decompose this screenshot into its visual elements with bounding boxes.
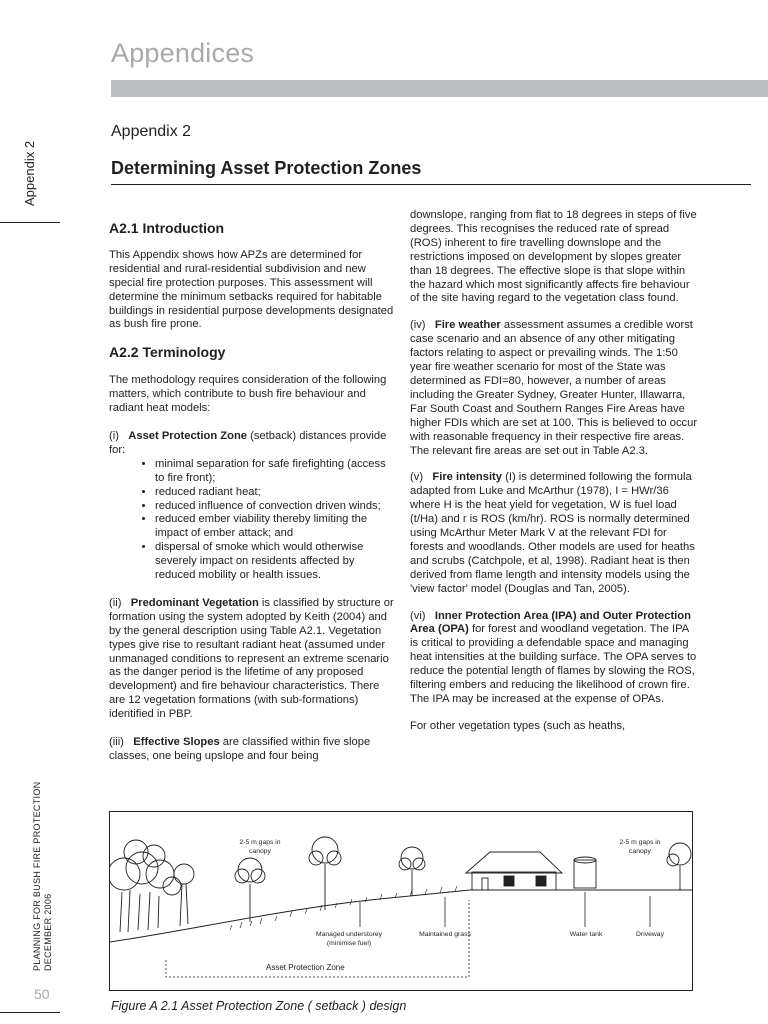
tree-single-3: [399, 847, 425, 896]
side-divider-bottom: [0, 1012, 60, 1013]
side-tab: [22, 126, 40, 206]
item-i-term: Asset Protection Zone: [128, 429, 247, 442]
figure-caption: Figure A 2.1 Asset Protection Zone ( setback ) design: [111, 999, 407, 1013]
tree-single-4: [667, 843, 691, 890]
item-iii-term: Effective Slopes: [133, 736, 220, 749]
item-i-text: (setback) distances provide for:: [109, 429, 387, 456]
item-iv-paragraph: [410, 319, 698, 458]
label-managed-understorey: Managed understorey (minimise fuel): [315, 931, 383, 947]
final-paragraph: For other vegetation types (such as heaths,: [410, 719, 626, 732]
heading-terminology: A2.2 Terminology: [109, 344, 226, 361]
page-number: 50: [34, 986, 50, 1002]
item-iii-text: are classified within five slope classes, one being upslope and four being: [109, 736, 371, 762]
item-i-paragraph: [109, 430, 397, 458]
label-asset-protection-zone: Asset Protection Zone: [266, 963, 345, 972]
side-divider-top: [0, 222, 60, 223]
apz-bullet-list: [109, 458, 397, 583]
label-driveway: Driveway: [636, 931, 664, 938]
item-v-number: (v): [410, 471, 424, 484]
item-vi-paragraph: [410, 610, 698, 707]
apz-figure: [109, 811, 693, 991]
item-iii-paragraph: [109, 736, 397, 764]
header-band: [111, 80, 768, 97]
label-maintained-grass: Maintained grass: [419, 931, 471, 938]
intro-paragraph: This Appendix shows how APZs are determined for residential and rural-residential subdivision and new special fire protection purposes. This assessment will determine the minimum setbacks required for habitable buildings in residential purpose developments designated as bush fire prone.: [109, 248, 394, 331]
list-item: • reduced influence of convection driven winds;: [155, 500, 397, 514]
footer-publication-date: DECEMBER 2006: [43, 893, 53, 971]
item-ii-paragraph: [109, 597, 397, 722]
item-ii-number: (ii): [109, 596, 122, 609]
item-iv-text: assessment assumes a credible worst case scenario and an absence of any other mitigating factors relating to aspect or prevailing winds. The 1:50 year fire weather scenario for most of the State was determined as FDI=80, however, a number of areas including the Greater Sydney, Greater Hunter, Illawarra, Far South Coast and Southern Ranges Fire Areas have higher FDIs which are set at 100. This is believed to occur with reasonable frequency in their respective fire areas. The relevant fire areas are set out in Table A2.3.: [410, 319, 698, 457]
column-right: [410, 209, 698, 734]
grass-texture: [230, 886, 457, 930]
tree-cluster-left: [110, 840, 194, 932]
heading-introduction: A2.1 Introduction: [109, 220, 225, 236]
item-ii-text: is classified by structure or formation using the system adopted by Keith (2004) and by the general description using Table A2.1. Vegetation types give rise to resultant radiant heat (assumed under unmanaged conditions to represent an extreme scenario as the danger period is the lifetime of any proposed development) and fire behaviour characteristics. There are 12 vegetation formations (with sub-formations) identified in PBP.: [109, 596, 394, 721]
side-tab-label: Appendix 2: [22, 140, 37, 206]
label-pointers: [360, 892, 650, 927]
tree-single-2: [309, 837, 341, 910]
item-i-number: (i): [109, 429, 119, 442]
document-title: Determining Asset Protection Zones: [111, 158, 422, 178]
list-item: • reduced ember viability thereby limiting the impact of ember attack; and: [155, 513, 397, 541]
item-iii-number: (iii): [109, 736, 124, 749]
water-tank-illustration: [574, 857, 596, 888]
appendix-label: Appendix 2: [111, 123, 192, 140]
label-canopy-gaps-left: 2-5 m gaps in canopy: [239, 839, 281, 855]
side-footer: [32, 766, 62, 971]
tree-single-1: [235, 858, 265, 922]
title-rule: [111, 184, 751, 185]
list-item: • reduced radiant heat;: [155, 486, 397, 500]
item-v-paragraph: [410, 471, 698, 596]
column-left: [109, 222, 397, 764]
house-illustration: [466, 852, 562, 890]
apz-diagram: [110, 812, 692, 990]
section-title: Appendices: [111, 38, 255, 68]
list-item: • dispersal of smoke which would otherwise severely impact on residents affected by reduced mobility or health issues.: [155, 541, 397, 583]
item-vi-text: for forest and woodland vegetation. The IPA is critical to providing a defendable space and managing heat intensities at the building surface. The OPA serves to reduce the potential length of flames by slowing the ROS, filtering embers and reducing the likelihood of crown fire. The IPA may be increased at the expense of OPAs.: [410, 623, 697, 705]
slopes-continued-paragraph: downslope, ranging from flat to 18 degrees in steps of five degrees. This recognises the reduced rate of spread (ROS) inherent to fire travelling downslope and the restrictions imposed on development by slopes greater than 18 degrees. The effective slope is that slope within the hazard which most significantly affects fire behaviour of the site having regard to the vegetation class found.: [410, 209, 697, 305]
item-vi-number: (vi): [410, 609, 426, 622]
label-water-tank: Water tank: [569, 931, 603, 938]
item-v-text: (I) is determined following the formula adapted from Luke and McArthur (1978), I = HWr/36 where H is the heat yield for vegetation, W is fuel load (t/Ha) and r is ROS (km/hr). ROS is normally determined using McArthur Meter Mark V at the relevant FDI for forests and woodlands. Other models are used for heaths and scrubs (Catchpole, et al, 1998). Radiant heat is then derived from flame length and intensity models using the 'view factor' model (Douglas and Tan, 2005).: [410, 471, 695, 595]
item-iv-number: (iv): [410, 319, 426, 332]
list-item: • minimal separation for safe firefighting (access to fire front);: [155, 458, 397, 486]
terminology-paragraph: The methodology requires consideration of the following matters, which contribute to bush fire behaviour and radiant heat models:: [109, 374, 387, 415]
item-vi-term: Inner Protection Area (IPA) and Outer Protection Area (OPA): [410, 609, 691, 636]
label-canopy-gaps-right: 2-5 m gaps in canopy: [619, 839, 661, 855]
item-v-term: Fire intensity: [432, 471, 503, 484]
item-ii-term: Predominant Vegetation: [130, 596, 259, 609]
item-iv-term: Fire weather: [434, 319, 501, 332]
footer-publication-title: PLANNING FOR BUSH FIRE PROTECTION: [32, 781, 42, 971]
